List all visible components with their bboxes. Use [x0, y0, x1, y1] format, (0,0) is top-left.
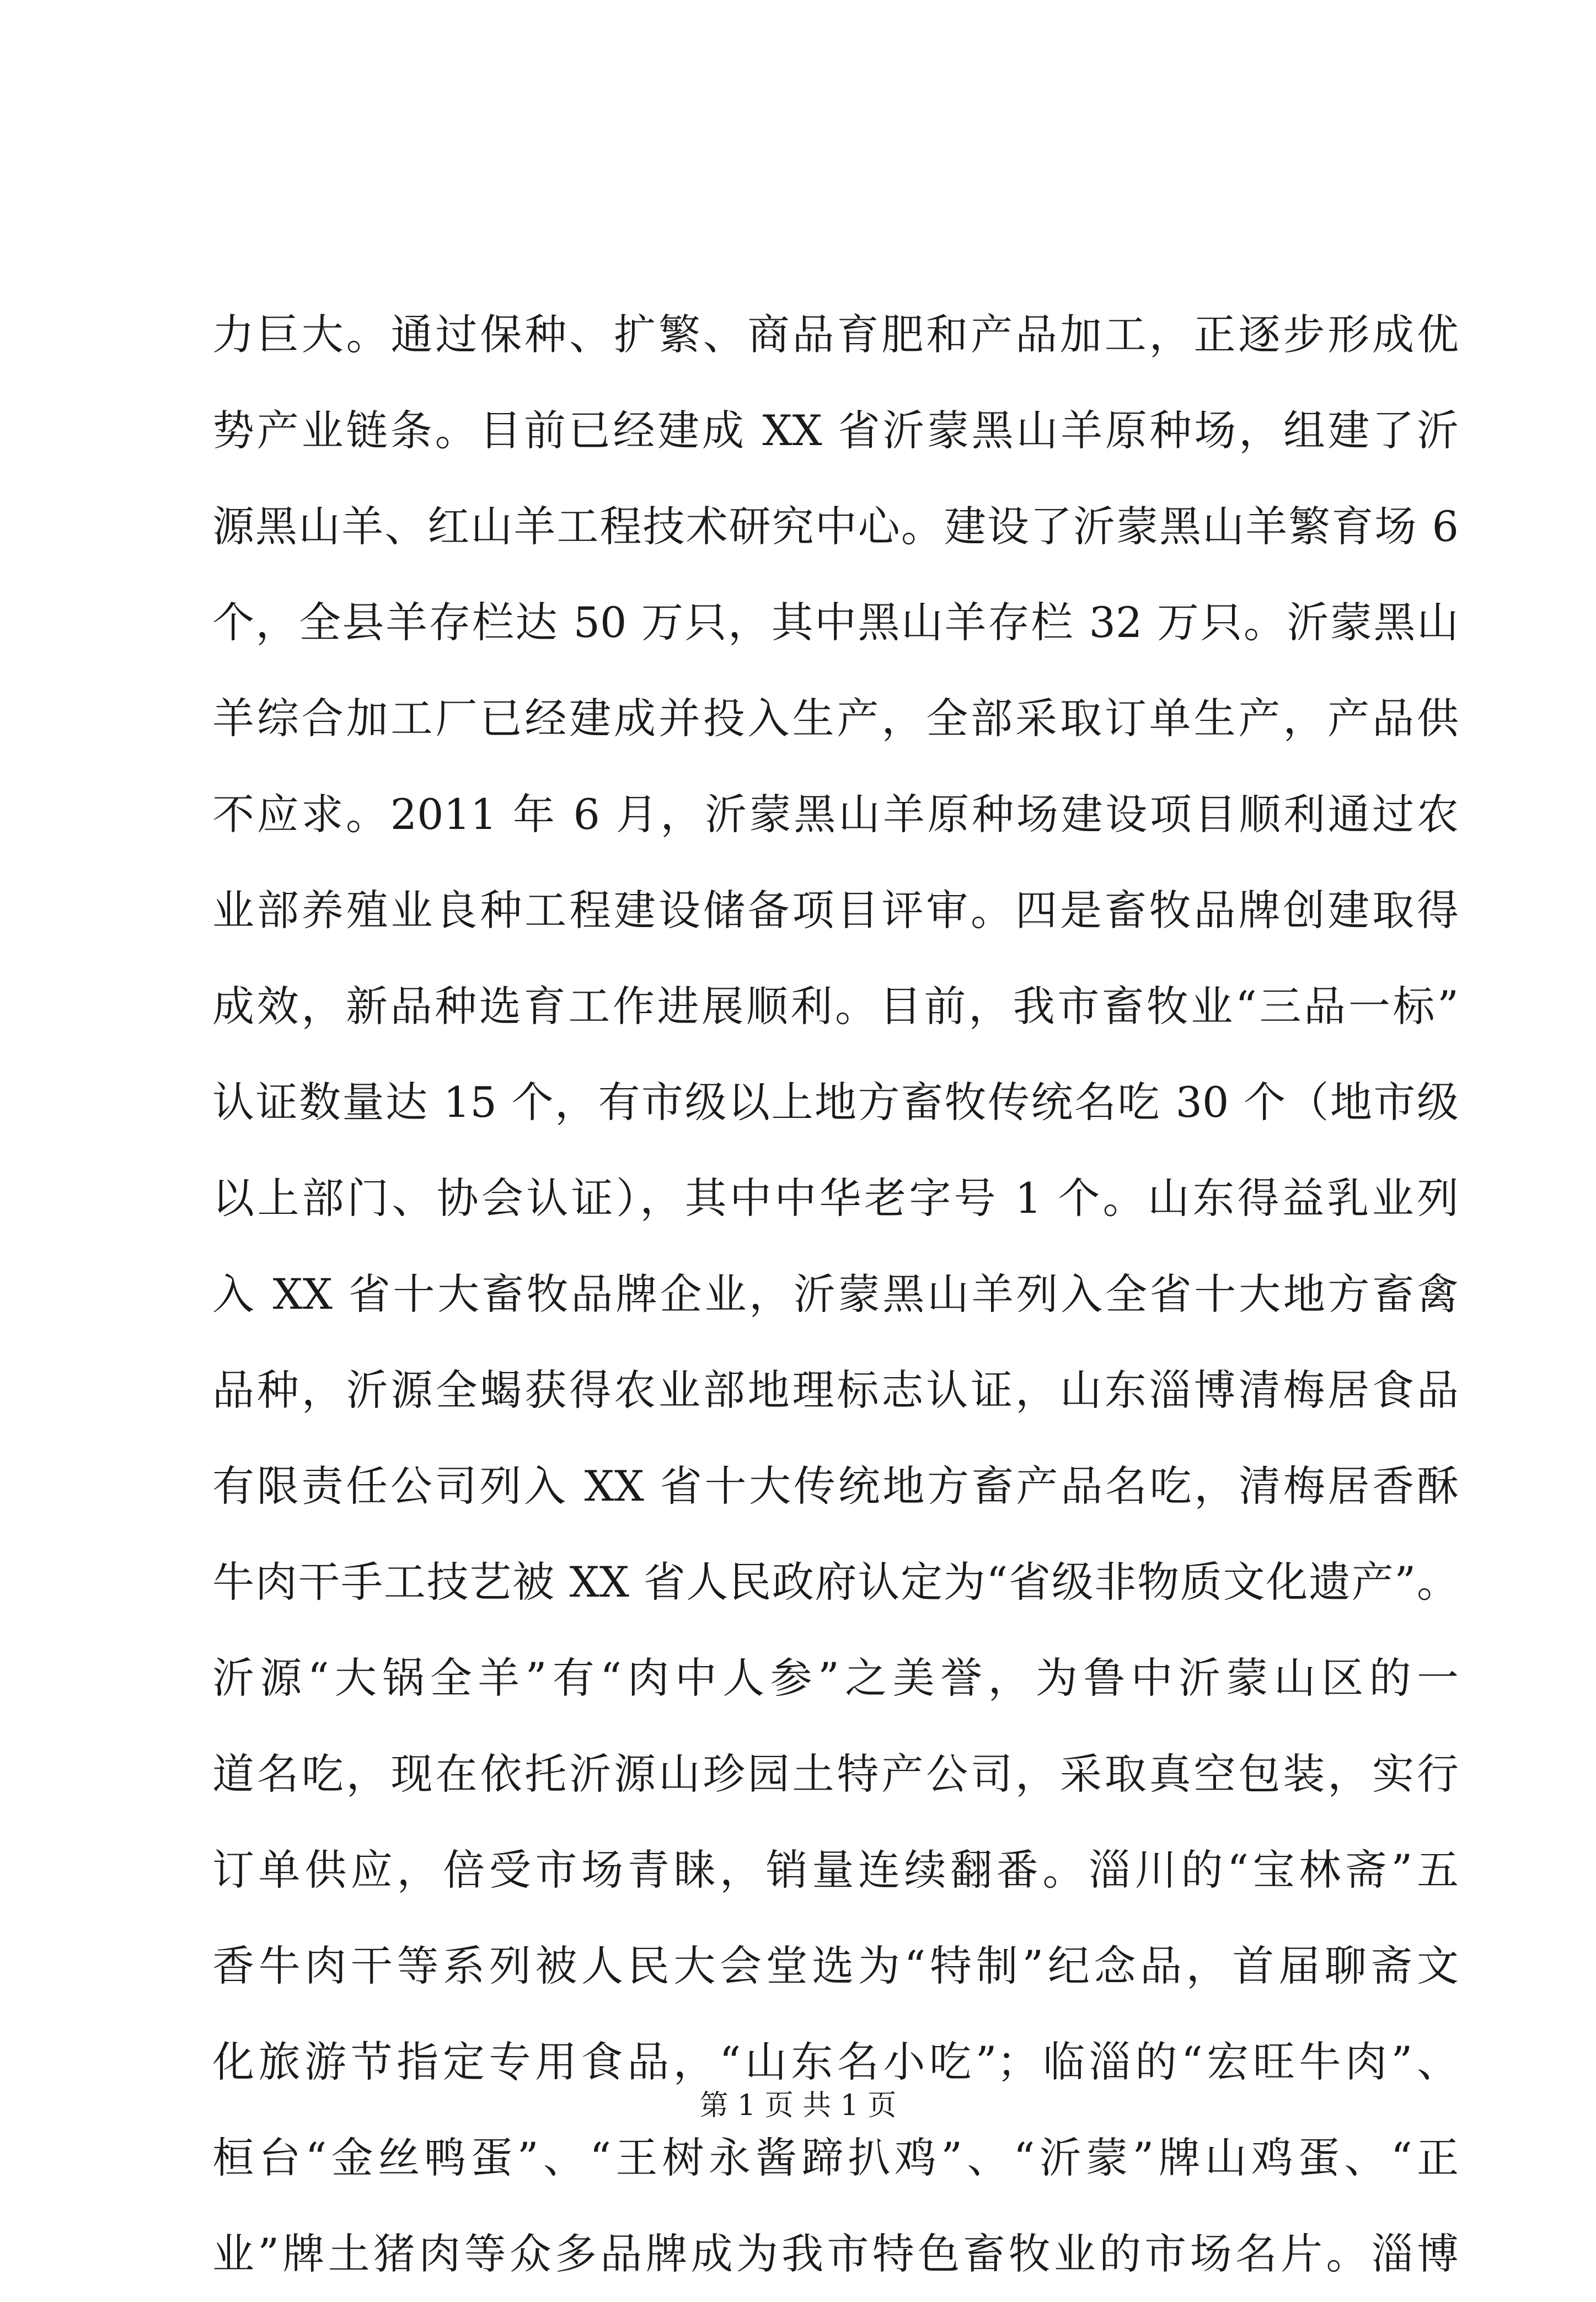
page-footer: 第 1 页 共 1 页: [699, 2089, 897, 2122]
text-line: 化旅游节指定专用食品，“山东名小吃”；临淄的“宏旺牛肉”、: [212, 2037, 1459, 2086]
text-line: 势产业链条。目前已经建成 XX 省沂蒙黑山羊原种场，组建了沂: [212, 406, 1459, 455]
text-line: 桓台“金丝鸭蛋”、“王树永酱蹄扒鸡”、“沂蒙”牌山鸡蛋、“正: [212, 2133, 1459, 2182]
body-text: [212, 287, 1459, 2302]
text-line: 品种，沂源全蝎获得农业部地理标志认证，山东淄博清梅居食品: [212, 1366, 1459, 1415]
text-line: 成效，新品种选育工作进展顺利。目前，我市畜牧业“三品一标”: [212, 982, 1459, 1031]
text-line: 以上部门、协会认证），其中中华老字号 1 个。山东得益乳业列: [212, 1174, 1459, 1223]
text-line: 道名吃，现在依托沂源山珍园土特产公司，采取真空包装，实行: [212, 1749, 1459, 1798]
text-line: 不应求。2011 年 6 月，沂蒙黑山羊原种场建设项目顺利通过农: [212, 790, 1459, 839]
text-line: 业部养殖业良种工程建设储备项目评审。四是畜牧品牌创建取得: [212, 886, 1459, 935]
text-line: 沂源“大锅全羊”有“肉中人参”之美誉，为鲁中沂蒙山区的一: [212, 1653, 1459, 1703]
text-line: 有限责任公司列入 XX 省十大传统地方畜产品名吃，清梅居香酥: [212, 1461, 1459, 1511]
text-line: 入 XX 省十大畜牧品牌企业，沂蒙黑山羊列入全省十大地方畜禽: [212, 1270, 1459, 1319]
text-line: 订单供应，倍受市场青睐，销量连续翻番。淄川的“宝林斋”五: [212, 1845, 1459, 1894]
text-line: 源黑山羊、红山羊工程技术研究中心。建设了沂蒙黑山羊繁育场 6: [212, 502, 1459, 551]
text-line: 认证数量达 15 个，有市级以上地方畜牧传统名吃 30 个（地市级: [212, 1078, 1459, 1127]
text-line: 牛肉干手工技艺被 XX 省人民政府认定为“省级非物质文化遗产”。: [212, 1557, 1459, 1607]
text-line: 香牛肉干等系列被人民大会堂选为“特制”纪念品，首届聊斋文: [212, 1941, 1459, 1990]
text-line: 业”牌土猪肉等众多品牌成为我市特色畜牧业的市场名片。淄博: [212, 2229, 1459, 2278]
text-line: 羊综合加工厂已经建成并投入生产，全部采取订单生产，产品供: [212, 694, 1459, 743]
text-line: 力巨大。通过保种、扩繁、商品育肥和产品加工，正逐步形成优: [212, 310, 1459, 359]
text-line: 个，全县羊存栏达 50 万只，其中黑山羊存栏 32 万只。沂蒙黑山: [212, 598, 1459, 647]
